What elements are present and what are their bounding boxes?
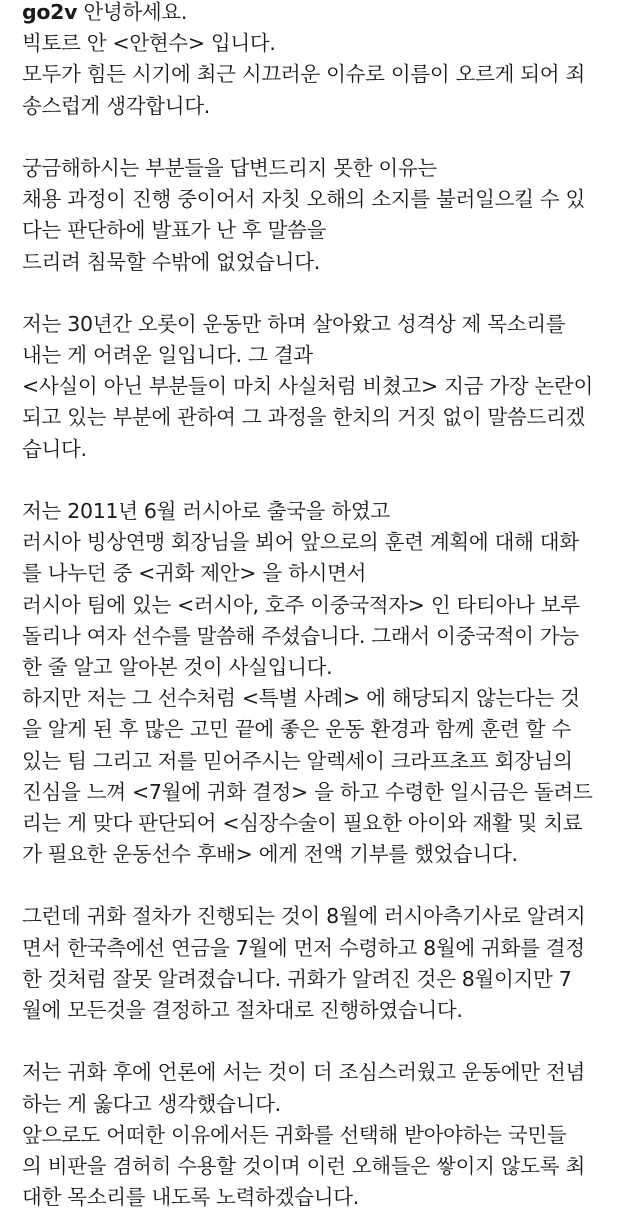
text-line: 다는 판단하에 발표가 난 후 말씀을	[22, 218, 327, 243]
text-line: 앞으로도 어떠한 이유에서든 귀화를 선택해 받아야하는 국민들	[22, 1122, 567, 1147]
text-line: 내는 게 어려운 일입니다. 그 결과	[22, 343, 313, 368]
text-line: 돌리나 여자 선수를 말씀해 주셨습니다. 그래서 이중국적이 가능	[22, 623, 579, 648]
text-line: <사실이 아닌 부분들이 마치 사실처럼 비쳤고> 지금 가장 논란이	[22, 374, 594, 399]
paragraph-gap	[22, 122, 632, 153]
text-line: 있는 팀 그리고 저를 믿어주시는 알렉세이 크라프초프 회장님의	[22, 748, 573, 773]
text-line: 하는 게 옳다고 생각했습니다.	[22, 1091, 281, 1116]
paragraph-gap	[22, 1026, 632, 1057]
text-line: 하지만 저는 그 선수처럼 <특별 사례> 에 해당되지 않는다는 것	[22, 686, 580, 711]
text-line: 되고 있는 부분에 관하여 그 과정을 한치의 거짓 없이 말씀드리겠	[22, 405, 586, 430]
text-line: 궁금해하시는 부분들을 답변드리지 못한 이유는	[22, 155, 437, 180]
text-line: 면서 한국측에선 연금을 7월에 먼저 수령하고 8월에 귀화를 결정	[22, 935, 585, 960]
text-line: 리는 게 맞다 판단되어 <심장수술이 필요한 아이와 재활 및 치료	[22, 810, 583, 835]
text-line: 드리려 침묵할 수밖에 없었습니다.	[22, 249, 320, 274]
text-line: 러시아 빙상연맹 회장님을 뵈어 앞으로의 훈련 계획에 대해 대화	[22, 530, 579, 555]
text-line: 저는 2011년 6월 러시아로 출국을 하였고	[22, 499, 390, 523]
text-line: 그런데 귀화 절차가 진행되는 것이 8월에 러시아측기사로 알려지	[22, 904, 586, 929]
text-line: 습니다.	[22, 436, 87, 461]
text-line: 한 줄 알고 알아본 것이 사실입니다.	[22, 654, 333, 679]
paragraph-gap	[22, 870, 632, 901]
text-line: 송스럽게 생각합니다.	[22, 93, 210, 118]
statement-body	[22, 28, 632, 1213]
greeting-text: 안녕하세요.	[77, 0, 188, 24]
greeting-line	[22, 0, 632, 28]
text-line: 월에 모든것을 결정하고 절차대로 진행하였습니다.	[22, 998, 463, 1022]
text-line: 저는 귀화 후에 언론에 서는 것이 더 조심스러웠고 운동에만 전념	[22, 1060, 586, 1085]
text-line: 한 것처럼 잘못 알려졌습니다. 귀화가 알려진 것은 8월이지만 7	[22, 966, 572, 991]
text-line: 를 나누던 중 <귀화 제안> 을 하시면서	[22, 561, 367, 586]
text-line: 빅토르 안 <안현수> 입니다.	[22, 31, 276, 56]
text-line: 러시아 팀에 있는 <러시아, 호주 이중국적자> 인 타티아나 보루	[22, 592, 580, 617]
text-line: 가 필요한 운동선수 후배> 에게 전액 기부를 했었습니다.	[22, 842, 518, 867]
author-handle: go2v	[22, 0, 78, 24]
text-line: 의 비판을 겸허히 수용할 것이며 이런 오해들은 쌓이지 않도록 최	[22, 1153, 586, 1178]
text-line: 을 알게 된 후 많은 고민 끝에 좋은 운동 환경과 함께 훈련 할 수	[22, 717, 571, 742]
paragraph-gap	[22, 465, 632, 496]
text-line: 채용 과정이 진행 중이어서 자칫 오해의 소지를 불러일으킬 수 있	[22, 187, 586, 212]
text-line: 저는 30년간 오롯이 운동만 하며 살아왔고 성격상 제 목소리를	[22, 311, 566, 336]
text-line: 대한 목소리를 내도록 노력하겠습니다.	[22, 1185, 359, 1210]
paragraph-gap	[22, 278, 632, 309]
text-line: 모두가 힘든 시기에 최근 시끄러운 이슈로 이름이 오르게 되어 죄	[22, 62, 586, 87]
text-line: 진심을 느껴 <7월에 귀화 결정> 을 하고 수령한 일시금은 돌려드	[22, 779, 593, 804]
